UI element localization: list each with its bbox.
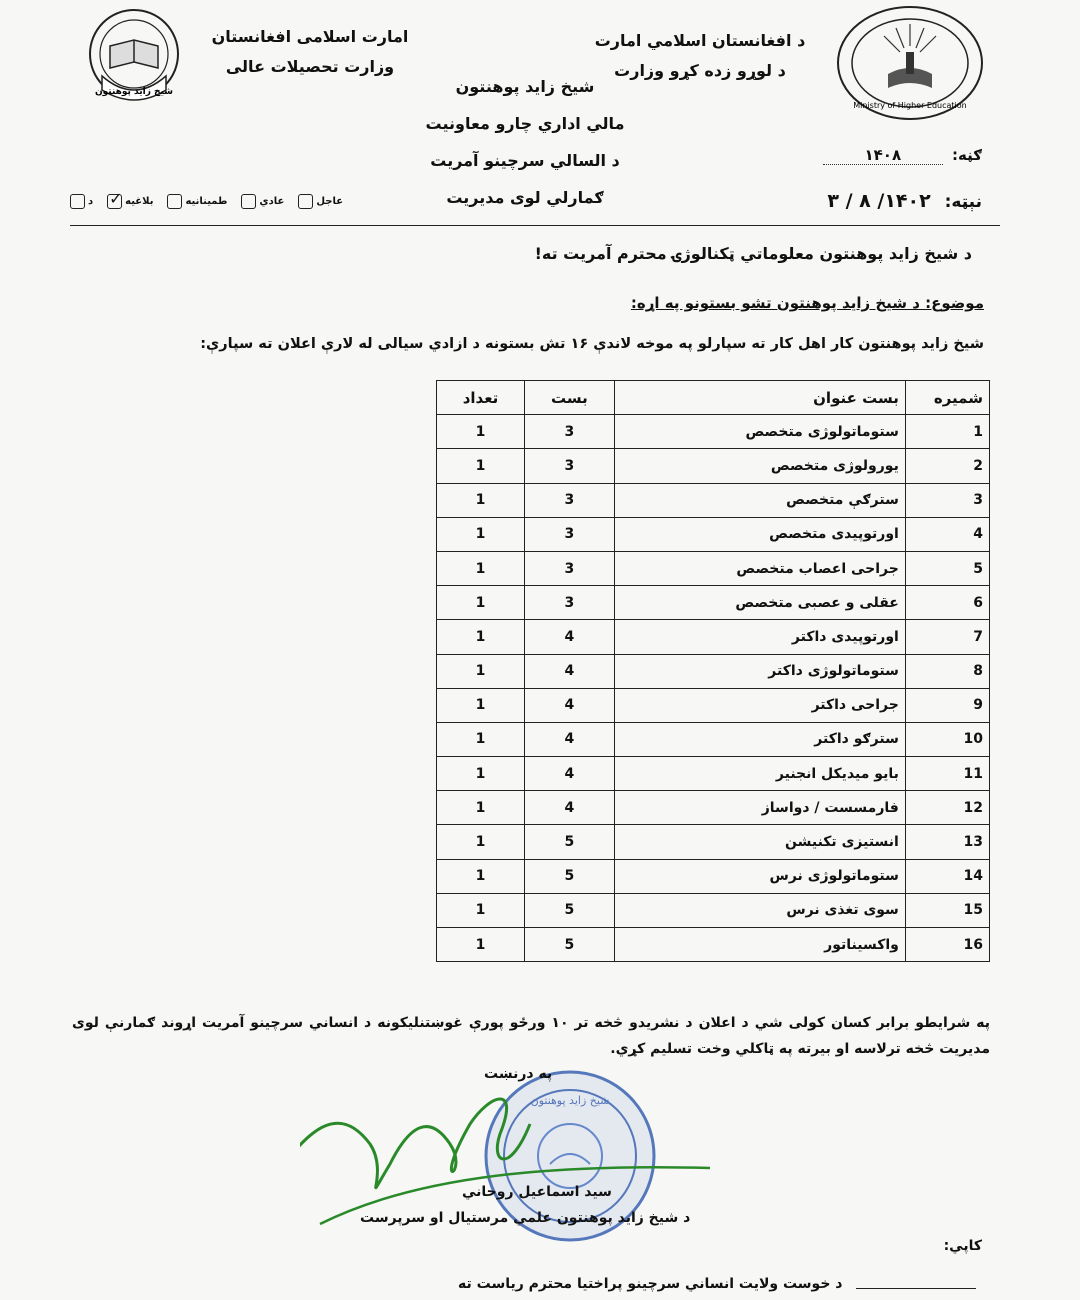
cell-count: 1	[437, 586, 525, 620]
table-row	[437, 928, 990, 962]
cell-grade: 5	[524, 825, 614, 859]
header-count: تعداد	[437, 381, 525, 415]
table-row	[437, 893, 990, 927]
header-title: بست عنوان	[614, 381, 905, 415]
table-row	[437, 825, 990, 859]
priority-option-normal[interactable]: عادي	[241, 194, 284, 209]
table-row	[437, 517, 990, 551]
header-divider	[70, 225, 1000, 226]
cell-grade: 3	[524, 586, 614, 620]
cell-title: انستیزی تکنیشن	[614, 825, 905, 859]
date-label: نېټه:	[944, 192, 982, 212]
cell-number: 15	[905, 893, 989, 927]
cell-number: 14	[905, 859, 989, 893]
header-grade: بست	[524, 381, 614, 415]
table-body	[437, 415, 990, 962]
header-number: شمیره	[905, 381, 989, 415]
cell-grade: 5	[524, 859, 614, 893]
svg-text:شیخ زاید پوهنتون: شیخ زاید پوهنتون	[530, 1094, 610, 1107]
cell-count: 1	[437, 791, 525, 825]
cell-count: 1	[437, 415, 525, 449]
cell-number: 10	[905, 722, 989, 756]
priority-option-urgent[interactable]: عاجل	[298, 194, 343, 209]
header-right-line1: د افغانستان اسلامي امارت	[594, 31, 806, 50]
cell-grade: 4	[524, 722, 614, 756]
cell-count: 1	[437, 517, 525, 551]
reference-label: ګڼه:	[952, 146, 982, 164]
cell-title: بایو میدیکل انجنیر	[614, 757, 905, 791]
header-left-line1: امارت اسلامی افغانستان	[211, 27, 409, 46]
cell-grade: 4	[524, 791, 614, 825]
cell-title: عقلی و عصبی متخصص	[614, 586, 905, 620]
cell-grade: 3	[524, 517, 614, 551]
table-row	[437, 859, 990, 893]
cell-grade: 3	[524, 551, 614, 585]
footer-paragraph: په شرایطو برابر کسان کولی شي د اعلان د نشریدو څخه تر ۱۰ ورځو پورې غوښتنلیکونه د انساني سرچینو آمریت اړوند ګمارنې لوی مدیریت څخه ترلاسه او بیرته په ټاکلي وخت تسلیم کړي.	[72, 1015, 991, 1057]
cell-title: ستوماتولوژی نرس	[614, 859, 905, 893]
signatory-name: سید اسماعیل روحاني	[462, 1184, 612, 1200]
table-row	[437, 449, 990, 483]
cell-title: سترګو داکتر	[614, 722, 905, 756]
header-right-line2: د لوړو زده کړو وزارت	[614, 61, 786, 80]
checkbox-icon[interactable]	[298, 194, 313, 209]
header-center-line1: شیخ زاید پوهنتون	[455, 77, 595, 96]
cell-count: 1	[437, 654, 525, 688]
cell-title: یورولوژی متخصص	[614, 449, 905, 483]
cell-count: 1	[437, 483, 525, 517]
cell-number: 1	[905, 415, 989, 449]
cell-grade: 3	[524, 483, 614, 517]
reference-value: ۱۴۰۸	[823, 146, 943, 165]
cell-count: 1	[437, 928, 525, 962]
cell-number: 11	[905, 757, 989, 791]
svg-text:Ministry of Higher Education: Ministry of Higher Education	[853, 101, 967, 110]
cell-title: ستوماتولوژی داکتر	[614, 654, 905, 688]
document-date	[732, 190, 982, 212]
intro-paragraph: شیخ زاید پوهنتون کار اهل کار ته سپارلو په موخه لاندې ۱۶ تش بستونه د ازادي سیالی له لارې اعلان ته سپارې:	[200, 336, 984, 352]
table-row	[437, 654, 990, 688]
closing-regards: په درنښت	[484, 1066, 553, 1082]
cell-grade: 3	[524, 449, 614, 483]
ministry-emblem-right	[830, 2, 990, 124]
checkbox-icon[interactable]	[241, 194, 256, 209]
checkbox-checked-icon[interactable]	[107, 194, 122, 209]
table-row	[437, 722, 990, 756]
cell-number: 8	[905, 654, 989, 688]
cell-number: 6	[905, 586, 989, 620]
addressee: د شیخ زاید پوهنتون معلوماتي ټکنالوژۍ محترم آمریت ته!	[534, 244, 972, 263]
cell-title: ستوماتولوژی متخصص	[614, 415, 905, 449]
cell-number: 12	[905, 791, 989, 825]
table-row	[437, 757, 990, 791]
cell-count: 1	[437, 551, 525, 585]
priority-checkboxes	[70, 194, 343, 209]
cell-count: 1	[437, 757, 525, 791]
cell-grade: 5	[524, 928, 614, 962]
cell-grade: 4	[524, 654, 614, 688]
cell-title: سترګې متخصص	[614, 483, 905, 517]
cell-grade: 4	[524, 688, 614, 722]
cell-number: 16	[905, 928, 989, 962]
header-center-line3: د السالي سرچینو آمریت	[430, 151, 620, 170]
cell-number: 13	[905, 825, 989, 859]
cell-count: 1	[437, 722, 525, 756]
cell-count: 1	[437, 859, 525, 893]
cell-title: سوی تغذی نرس	[614, 893, 905, 927]
cc-recipient: د خوست ولایت انساني سرچینو پراختیا محترم ریاست ته	[458, 1276, 843, 1292]
table-row	[437, 415, 990, 449]
cell-number: 4	[905, 517, 989, 551]
header-left-line2: وزارت تحصیلات عالی	[225, 57, 395, 76]
cell-title: فارمسست / دواساز	[614, 791, 905, 825]
signatory-title: د شیخ زاید پوهنتون علمي مرستیال او سرپرست	[360, 1210, 691, 1226]
reference-number	[742, 146, 982, 165]
cell-count: 1	[437, 893, 525, 927]
table-header-row	[437, 381, 990, 415]
checkbox-icon[interactable]	[167, 194, 182, 209]
table-row	[437, 483, 990, 517]
date-value: ۱۴۰۲/ ۸ / ۳	[827, 190, 931, 212]
cell-grade: 3	[524, 415, 614, 449]
table-row	[437, 551, 990, 585]
vacancy-table	[436, 380, 990, 962]
cell-title: جراحی داکتر	[614, 688, 905, 722]
priority-option-other[interactable]: د	[70, 194, 93, 209]
header-center-line2: مالي اداري چارو معاونیت	[425, 114, 625, 133]
copy-label: کاپي:	[943, 1238, 982, 1254]
cell-count: 1	[437, 620, 525, 654]
university-emblem-left	[72, 6, 196, 108]
header-center	[410, 68, 640, 216]
cell-number: 9	[905, 688, 989, 722]
table-row	[437, 620, 990, 654]
table-row	[437, 688, 990, 722]
cell-grade: 4	[524, 620, 614, 654]
cell-title: اورتوپیدی متخصص	[614, 517, 905, 551]
cc-dash-line	[856, 1288, 976, 1289]
cell-count: 1	[437, 688, 525, 722]
cell-title: واکسیناتور	[614, 928, 905, 962]
cell-title: اورتوپیدی داکتر	[614, 620, 905, 654]
cell-number: 5	[905, 551, 989, 585]
cell-count: 1	[437, 825, 525, 859]
cell-number: 2	[905, 449, 989, 483]
checkbox-icon[interactable]	[70, 194, 85, 209]
priority-option-assurance[interactable]: طمینانیه	[167, 194, 227, 209]
cell-count: 1	[437, 449, 525, 483]
table-row	[437, 791, 990, 825]
cell-number: 3	[905, 483, 989, 517]
svg-text:شیخ زاید پوهنتون: شیخ زاید پوهنتون	[94, 87, 174, 97]
cell-number: 7	[905, 620, 989, 654]
cell-grade: 5	[524, 893, 614, 927]
header-left	[200, 22, 420, 82]
subject-line: موضوع: د شیخ زاید پوهنتون تشو بستونو په اړه:	[630, 294, 984, 312]
priority-option-notification[interactable]: بلاغیه ✓	[107, 194, 153, 209]
cell-grade: 4	[524, 757, 614, 791]
header-center-line4: ګمارلي لوی مدیریت	[446, 188, 604, 207]
cell-title: جراحی اعصاب متخصص	[614, 551, 905, 585]
table-row	[437, 586, 990, 620]
